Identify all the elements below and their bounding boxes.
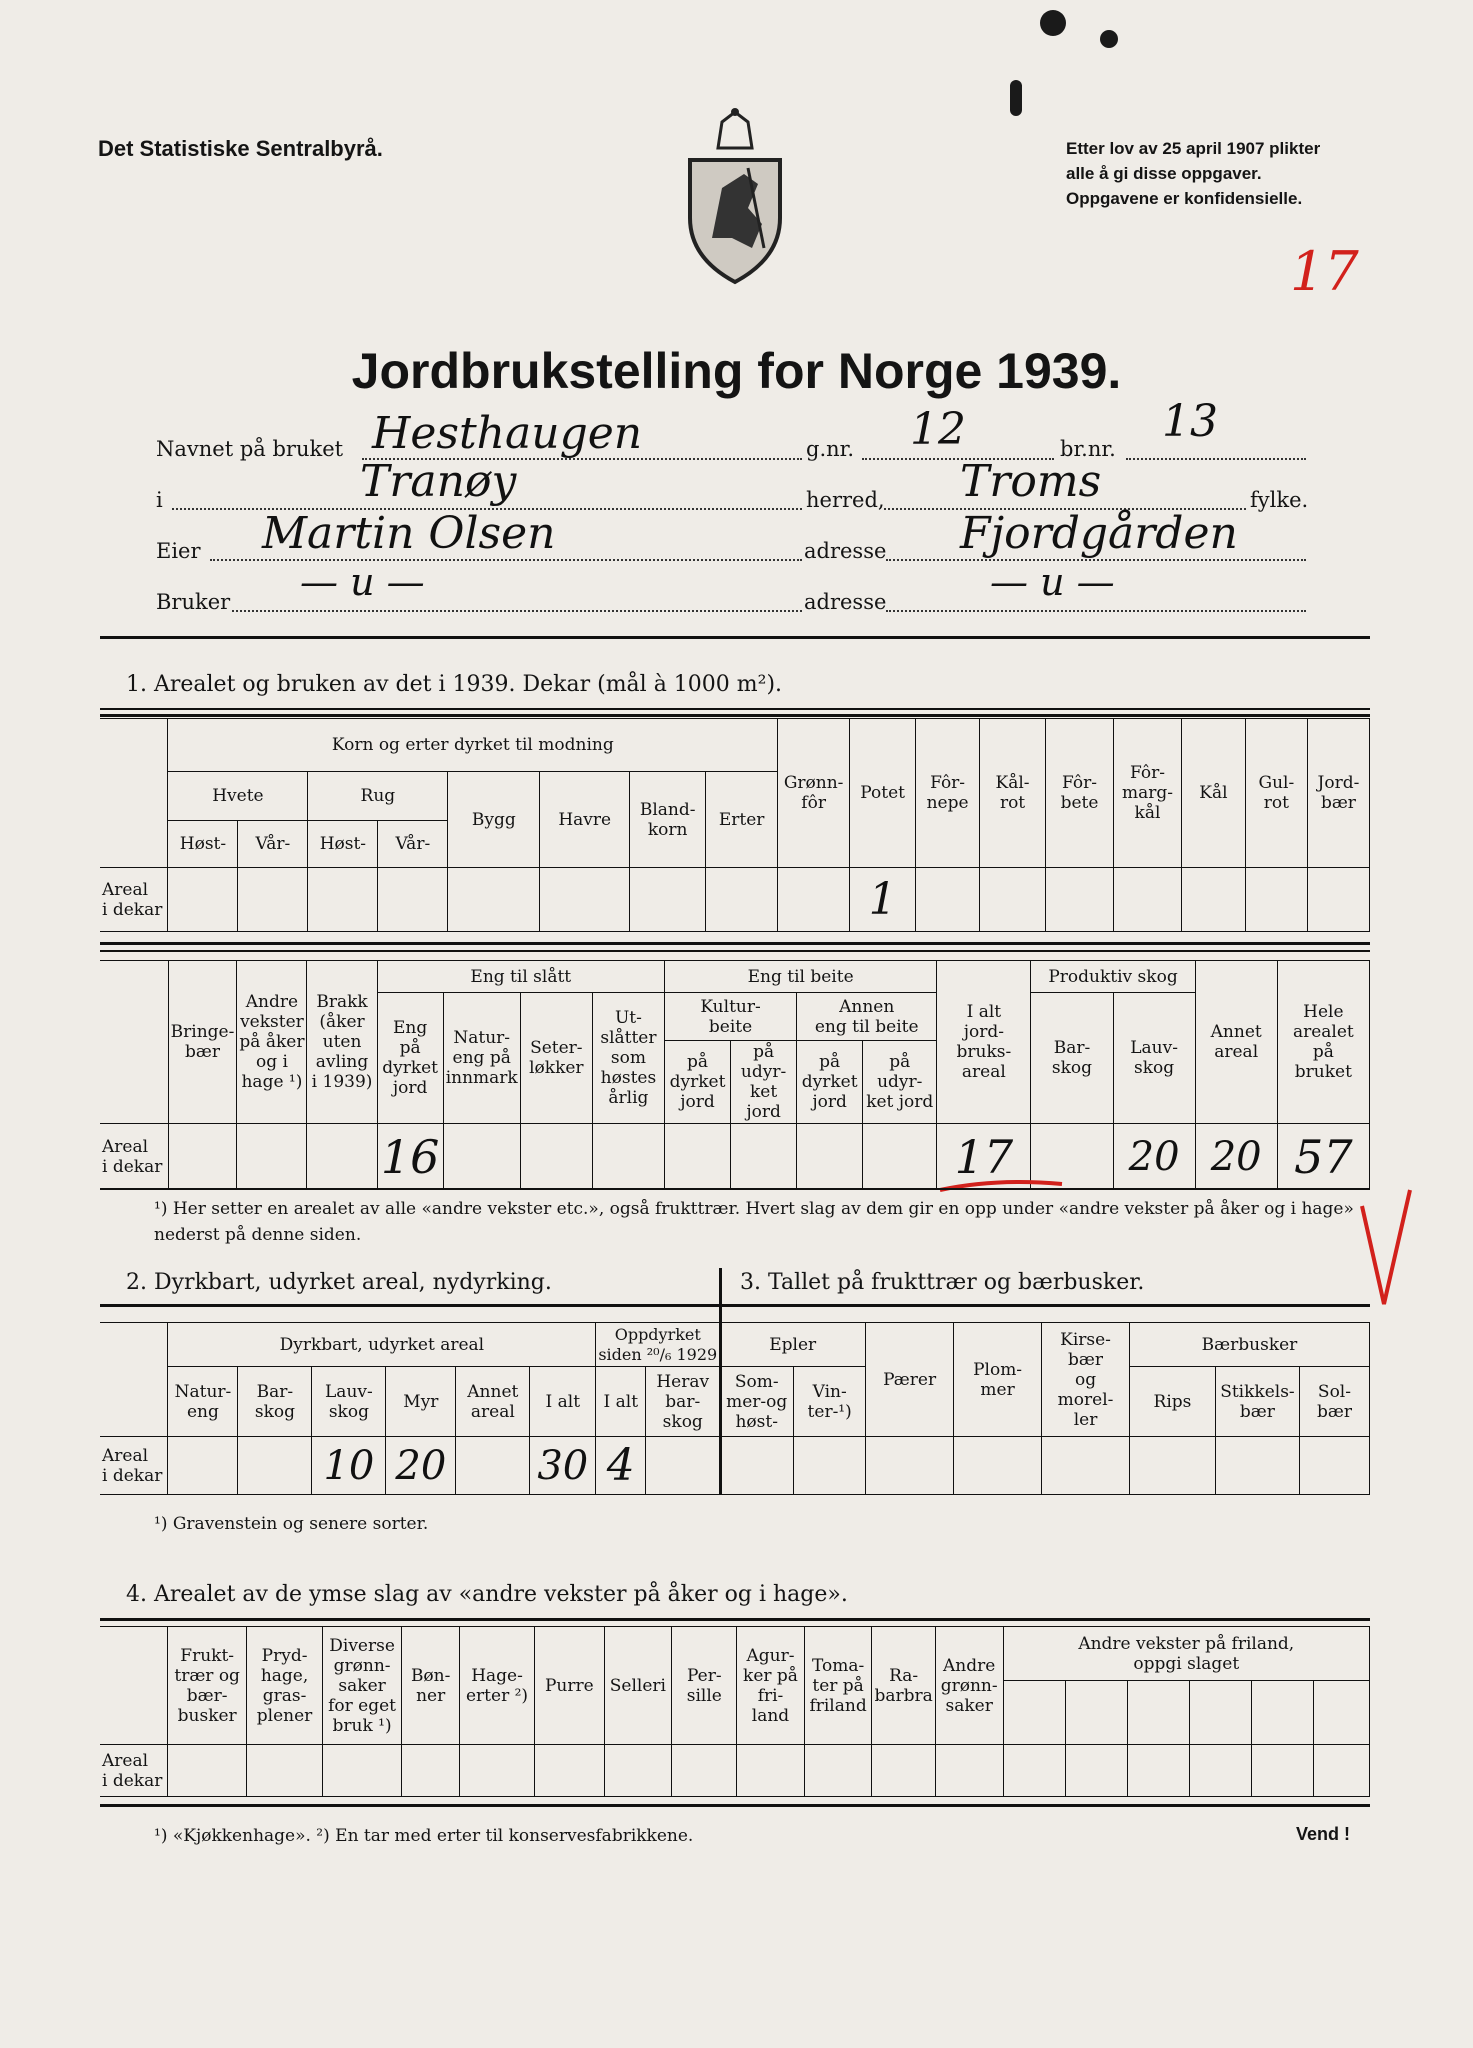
col-plommer: Plom- mer <box>954 1323 1042 1437</box>
user-address-line <box>886 610 1306 612</box>
footnote-1: ¹) Her setter en arealet av alle «andre vekster etc.», også frukttrær. Hvert slag av dem gir en opp under «andre vekster på åker og i hage» nederst på denne siden. <box>154 1199 1354 1245</box>
cell-annet-areal-value[interactable]: 20 <box>1195 1124 1277 1190</box>
col-seterlokker: Seter- løkker <box>520 993 592 1124</box>
col-solbaer: Sol- bær <box>1299 1367 1369 1437</box>
footnote-2: ¹) Gravenstein og senere sorter. <box>154 1514 429 1534</box>
cell-friland-slag[interactable] <box>1313 1681 1369 1745</box>
section-2-heading: 2. Dyrkbart, udyrket areal, nydyrking. <box>126 1270 552 1295</box>
herred-label: herred, <box>806 488 885 512</box>
cell[interactable] <box>1130 1437 1216 1495</box>
col-blandkorn: Bland- korn <box>630 772 706 868</box>
col-annet-areal: Annet areal <box>456 1367 530 1437</box>
cell[interactable] <box>247 1745 322 1797</box>
cell[interactable] <box>168 868 238 932</box>
municipality-label: i <box>156 488 163 512</box>
cell[interactable] <box>1245 868 1307 932</box>
cell[interactable] <box>797 1124 863 1190</box>
col-vinter: Vin- ter-¹) <box>794 1367 866 1437</box>
col-havre: Havre <box>540 772 630 868</box>
section-1-heading: 1. Arealet og bruken av det i 1939. Dekar (mål à 1000 m²). <box>126 672 783 697</box>
divider <box>100 1188 1370 1190</box>
cell-eng-dyrket-value[interactable]: 16 <box>377 1124 443 1190</box>
gnr-value[interactable]: 12 <box>910 404 966 455</box>
cell[interactable] <box>778 868 850 932</box>
col-brakk: Brakk (åker uten avling i 1939) <box>307 961 377 1124</box>
col-frukttraer: Frukt- trær og bær- busker <box>167 1627 246 1745</box>
cell[interactable] <box>1189 1745 1251 1797</box>
row-header-blank <box>100 1627 167 1745</box>
cell[interactable] <box>456 1437 530 1495</box>
cell-lauvskog-value[interactable]: 20 <box>1113 1124 1195 1190</box>
section-4-heading: 4. Arealet av de ymse slag av «andre vekster på åker og i hage». <box>126 1582 848 1607</box>
user-label: Bruker <box>156 590 231 614</box>
cell[interactable] <box>238 868 308 932</box>
col-formargkal: Fôr- marg- kål <box>1113 719 1181 868</box>
red-checkmark <box>1356 1186 1416 1316</box>
col-herav-barskog: Herav bar- skog <box>646 1367 720 1437</box>
cell-i-alt-value[interactable]: 17 <box>937 1124 1031 1190</box>
col-hvete-var: Vår- <box>238 821 308 868</box>
farm-name-label: Navnet på bruket <box>156 437 344 461</box>
group-produktiv-skog: Produktiv skog <box>1031 961 1195 993</box>
col-bringebaer: Bringe- bær <box>168 961 237 1124</box>
col-i-alt-jordbruksareal: I alt jord- bruks- areal <box>937 961 1031 1124</box>
cell[interactable] <box>664 1124 730 1190</box>
margin-mark: 17 <box>1290 240 1359 303</box>
user-address-label: adresse <box>804 590 887 614</box>
cell[interactable] <box>448 868 540 932</box>
table-land-use <box>100 960 1370 1190</box>
col-annen-dyrket: på dyrket jord <box>797 1041 863 1124</box>
col-utslatter: Ut- slåtter som høstes årlig <box>592 993 664 1124</box>
municipality-value[interactable]: Tranøy <box>360 456 517 507</box>
footnote-3: ¹) «Kjøkkenhage». ²) En tar med erter til konservesfabrikkene. <box>154 1826 694 1846</box>
col-kal: Kål <box>1181 719 1245 868</box>
cell[interactable] <box>167 1745 246 1797</box>
col-naturang: Natur- eng <box>168 1367 238 1437</box>
owner-address-value[interactable]: Fjordgården <box>960 508 1238 559</box>
cell[interactable] <box>322 1745 402 1797</box>
cell[interactable] <box>168 1437 238 1495</box>
col-fornepe: Fôr- nepe <box>916 719 980 868</box>
legal-line: Oppgavene er konfidensielle. <box>1066 189 1303 208</box>
owner-address-label: adresse <box>804 539 887 563</box>
col-gulrot: Gul- rot <box>1245 719 1307 868</box>
col-kalrot: Kål- rot <box>980 719 1046 868</box>
col-i-alt: I alt <box>530 1367 596 1437</box>
col-barskog: Bar- skog <box>238 1367 312 1437</box>
col-rug-var: Vår- <box>378 821 448 868</box>
col-andre-gronnsaker: Andre grønn- saker <box>935 1627 1003 1745</box>
brnr-label: br.nr. <box>1060 437 1116 461</box>
gnr-label: g.nr. <box>806 437 855 461</box>
cell[interactable] <box>1065 1745 1127 1797</box>
section-3-heading: 3. Tallet på frukttrær og bærbusker. <box>740 1270 1145 1295</box>
table-crops <box>100 718 1370 932</box>
col-erter: Erter <box>706 772 778 868</box>
cell-lauvskog-value[interactable]: 10 <box>312 1437 386 1495</box>
row-label-areal: Areal i dekar <box>100 1437 168 1495</box>
cell[interactable] <box>706 868 778 932</box>
user-line <box>232 610 802 612</box>
cell-potet-value[interactable]: 1 <box>850 868 916 932</box>
cell-myr-value[interactable]: 20 <box>386 1437 456 1495</box>
form-title: Jordbrukstelling for Norge 1939. <box>351 343 1122 399</box>
cell[interactable] <box>935 1745 1003 1797</box>
group-korn: Korn og erter dyrket til modning <box>168 719 778 772</box>
col-annen-beite: Annen eng til beite <box>797 993 937 1041</box>
col-andre-vekster: Andre vekster på åker og i hage ¹) <box>237 961 307 1124</box>
col-eng-dyrket: Eng på dyrket jord <box>377 993 443 1124</box>
divider <box>100 1304 719 1307</box>
divider <box>722 1304 1370 1307</box>
cell[interactable] <box>1042 1437 1130 1495</box>
cell-friland-slag[interactable] <box>1251 1681 1313 1745</box>
cell[interactable] <box>1307 868 1369 932</box>
ink-stain <box>1040 10 1066 36</box>
divider <box>100 942 1370 945</box>
col-stikkelsbaer: Stikkels- bær <box>1215 1367 1299 1437</box>
cell[interactable] <box>872 1745 935 1797</box>
col-potet: Potet <box>850 719 916 868</box>
col-lauvskog: Lauv- skog <box>1113 993 1195 1124</box>
divider <box>100 708 1370 710</box>
red-underline-mark <box>936 1176 1066 1196</box>
table-cultivable-and-fruit <box>100 1322 1370 1495</box>
fylke-label: fylke. <box>1250 488 1309 512</box>
group-andre-friland: Andre vekster på friland, oppgi slaget <box>1003 1627 1369 1681</box>
group-eng-beite: Eng til beite <box>664 961 936 993</box>
group-baerbusker: Bærbusker <box>1130 1323 1370 1367</box>
col-kulturbeite: Kultur- beite <box>664 993 796 1041</box>
divider <box>100 1618 1370 1621</box>
row-label-areal: Areal i dekar <box>100 1745 167 1797</box>
divider <box>100 714 1370 717</box>
col-kirsebaer: Kirse- bær og morel- ler <box>1042 1323 1130 1437</box>
col-gronnfor: Grønn- fôr <box>778 719 850 868</box>
col-naturang: Natur- eng på innmark <box>443 993 520 1124</box>
col-jordbaer: Jord- bær <box>1307 719 1369 868</box>
cell[interactable] <box>237 1124 307 1190</box>
col-bygg: Bygg <box>448 772 540 868</box>
col-hele-arealet: Hele arealet på bruket <box>1277 961 1369 1124</box>
col-sommer: Som- mer-og høst- <box>720 1367 794 1437</box>
col-paerer: Pærer <box>866 1323 954 1437</box>
col-selleri: Selleri <box>604 1627 672 1745</box>
cell[interactable] <box>954 1437 1042 1495</box>
cell[interactable] <box>307 1124 377 1190</box>
agency-name: Det Statistiske Sentralbyrå. <box>98 136 383 161</box>
cell[interactable] <box>1181 868 1245 932</box>
cell-oppdyrket-value[interactable]: 4 <box>596 1437 646 1495</box>
cell[interactable] <box>866 1437 954 1495</box>
cell[interactable] <box>737 1745 804 1797</box>
cell[interactable] <box>1299 1437 1369 1495</box>
cell-hele-arealet-value[interactable]: 57 <box>1277 1124 1369 1190</box>
cell[interactable] <box>238 1437 312 1495</box>
col-persille: Per- sille <box>672 1627 737 1745</box>
cell[interactable] <box>1046 868 1114 932</box>
col-barskog: Bar- skog <box>1031 993 1113 1124</box>
ink-stain <box>1010 80 1022 116</box>
col-rabarbra: Ra- barbra <box>872 1627 935 1745</box>
row-header-blank <box>100 961 168 1124</box>
col-tomater: Toma- ter på friland <box>804 1627 872 1745</box>
col-rug: Rug <box>308 772 448 821</box>
cell[interactable] <box>672 1745 737 1797</box>
row-header-blank <box>100 719 168 868</box>
col-oppdyrket-i-alt: I alt <box>596 1367 646 1437</box>
cell[interactable] <box>402 1745 459 1797</box>
county-value[interactable]: Troms <box>960 456 1102 507</box>
coat-of-arms-icon <box>682 108 788 286</box>
farm-name-value[interactable]: Hesthaugen <box>372 408 643 459</box>
cell[interactable] <box>646 1437 720 1495</box>
cell[interactable] <box>1251 1745 1313 1797</box>
col-hvete: Hvete <box>168 772 308 821</box>
cell[interactable] <box>863 1124 937 1190</box>
group-oppdyrket: Oppdyrket siden ²⁰/₆ 1929 <box>596 1323 720 1367</box>
legal-line: Etter lov av 25 april 1907 plikter <box>1066 139 1321 158</box>
cell[interactable] <box>535 1745 604 1797</box>
cell[interactable] <box>720 1437 794 1495</box>
cell[interactable] <box>308 868 378 932</box>
col-annen-udyrket: på udyr- ket jord <box>863 1041 937 1124</box>
cell[interactable] <box>804 1745 872 1797</box>
cell[interactable] <box>630 868 706 932</box>
group-dyrkbart: Dyrkbart, udyrket areal <box>168 1323 596 1367</box>
col-annet-areal: Annet areal <box>1195 961 1277 1124</box>
divider <box>100 636 1370 639</box>
cell[interactable] <box>1003 1745 1065 1797</box>
col-forbete: Fôr- bete <box>1046 719 1114 868</box>
col-purre: Purre <box>535 1627 604 1745</box>
cell[interactable] <box>378 868 448 932</box>
col-agurker: Agur- ker på fri- land <box>737 1627 804 1745</box>
legal-line: alle å gi disse oppgaver. <box>1066 164 1262 183</box>
cell[interactable] <box>604 1745 672 1797</box>
cell-friland-slag[interactable] <box>1065 1681 1127 1745</box>
cell[interactable] <box>1313 1745 1369 1797</box>
cell[interactable] <box>520 1124 592 1190</box>
cell[interactable] <box>168 1124 237 1190</box>
ink-stain <box>1100 30 1118 48</box>
col-kultur-udyrket: på udyr- ket jord <box>731 1041 797 1124</box>
cell[interactable] <box>443 1124 520 1190</box>
row-label-areal: Areal i dekar <box>100 1124 168 1190</box>
cell[interactable] <box>794 1437 866 1495</box>
row-label-areal: Areal i dekar <box>100 868 168 932</box>
cell-friland-slag[interactable] <box>1189 1681 1251 1745</box>
brnr-line <box>1126 458 1306 460</box>
cell-friland-slag[interactable] <box>1127 1681 1189 1745</box>
brnr-value[interactable]: 13 <box>1162 396 1218 447</box>
col-kultur-dyrket: på dyrket jord <box>664 1041 730 1124</box>
col-diverse-gronnsaker: Diverse grønn- saker for eget bruk ¹) <box>322 1627 402 1745</box>
cell[interactable] <box>459 1745 534 1797</box>
cell[interactable] <box>1215 1437 1299 1495</box>
divider <box>100 1804 1370 1807</box>
legal-notice <box>1066 136 1320 211</box>
user-value[interactable]: — u — <box>300 560 425 604</box>
user-address-value[interactable]: — u — <box>990 560 1115 604</box>
cell-i-alt-value[interactable]: 30 <box>530 1437 596 1495</box>
col-bonner: Bøn- ner <box>402 1627 459 1745</box>
col-lauvskog: Lauv- skog <box>312 1367 386 1437</box>
group-eng-slatt: Eng til slått <box>377 961 664 993</box>
group-epler: Epler <box>720 1323 866 1367</box>
cell[interactable] <box>731 1124 797 1190</box>
turn-over-note: Vend ! <box>1296 1824 1351 1844</box>
owner-value[interactable]: Martin Olsen <box>262 508 556 559</box>
cell[interactable] <box>980 868 1046 932</box>
cell-friland-slag[interactable] <box>1003 1681 1065 1745</box>
owner-line <box>210 559 802 561</box>
col-prydhage: Pryd- hage, gras- plener <box>247 1627 322 1745</box>
cell[interactable] <box>1127 1745 1189 1797</box>
col-rips: Rips <box>1130 1367 1216 1437</box>
cell[interactable] <box>592 1124 664 1190</box>
table-other-crops <box>100 1626 1370 1797</box>
col-hageerter: Hage- erter ²) <box>459 1627 534 1745</box>
col-hvete-host: Høst- <box>168 821 238 868</box>
col-rug-host: Høst- <box>308 821 378 868</box>
cell[interactable] <box>540 868 630 932</box>
cell[interactable] <box>916 868 980 932</box>
divider <box>100 950 1370 952</box>
owner-label: Eier <box>156 539 201 563</box>
row-header-blank <box>100 1323 168 1437</box>
cell[interactable] <box>1113 868 1181 932</box>
col-myr: Myr <box>386 1367 456 1437</box>
